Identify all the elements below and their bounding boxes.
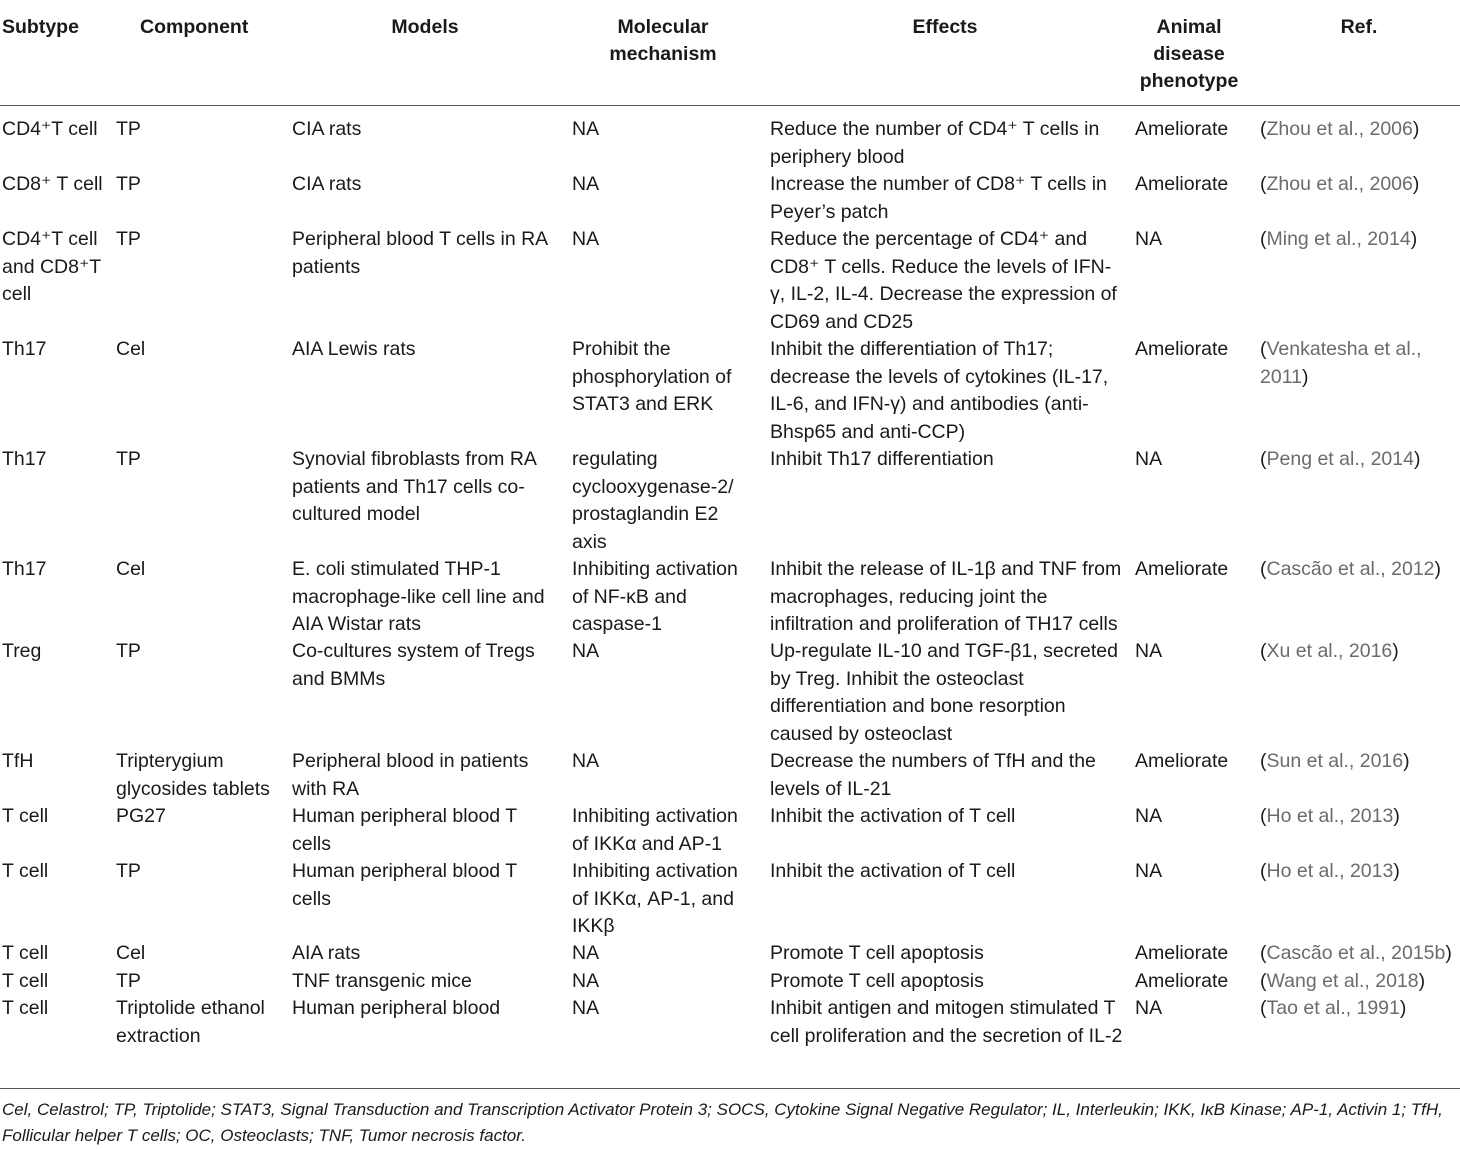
cell-ref: (Cascão et al., 2012) [1260, 558, 1442, 580]
cell-phenotype: Ameliorate [1135, 173, 1229, 195]
cell-mechanism: NA [572, 750, 600, 772]
cell-ref: (Tao et al., 1991) [1260, 997, 1407, 1019]
header-phenotype-line2: disease [1153, 43, 1225, 65]
header-phenotype-line1: Animal [1156, 16, 1222, 38]
cell-models: Human peripheral blood [292, 997, 501, 1019]
cell-mechanism: Inhibiting activation of IKKα, AP-1, and IKKβ [572, 860, 738, 937]
cell-phenotype: Ameliorate [1135, 558, 1229, 580]
cell-models: Co-cultures system of Tregs and BMMs [292, 640, 535, 690]
cell-phenotype: Ameliorate [1135, 118, 1229, 140]
cell-phenotype: Ameliorate [1135, 750, 1229, 772]
cell-ref: (Ho et al., 2013) [1260, 805, 1400, 827]
header-mechanism [573, 14, 753, 68]
cell-ref: (Xu et al., 2016) [1260, 640, 1399, 662]
cell-phenotype: Ameliorate [1135, 338, 1229, 360]
cell-models: Peripheral blood in patients with RA [292, 750, 529, 800]
cell-subtype: CD4⁺T cell and CD8⁺T cell [2, 228, 101, 305]
cell-mechanism: Inhibiting activation of NF-κB and caspase-1 [572, 558, 738, 635]
cell-mechanism: NA [572, 997, 600, 1019]
reference-link[interactable]: Xu et al., 2016 [1266, 640, 1393, 662]
cell-models: Human peripheral blood T cells [292, 805, 517, 855]
cell-component: PG27 [116, 805, 166, 827]
cell-component: TP [116, 860, 141, 882]
reference-link[interactable]: Cascão et al., 2012 [1266, 558, 1435, 580]
reference-link[interactable]: Ho et al., 2013 [1266, 860, 1394, 882]
cell-models: Synovial fibroblasts from RA patients and Th17 cells co-cultured model [292, 448, 536, 525]
cell-ref: (Sun et al., 2016) [1260, 750, 1410, 772]
header-mechanism-line1: Molecular [617, 16, 709, 38]
cell-phenotype: NA [1135, 805, 1163, 827]
cell-component: Cel [116, 338, 146, 360]
cell-mechanism: NA [572, 942, 600, 964]
reference-link[interactable]: Tao et al., 1991 [1266, 997, 1400, 1019]
cell-component: TP [116, 640, 141, 662]
header-models: Models [391, 16, 459, 38]
cell-phenotype: NA [1135, 860, 1163, 882]
cell-component: TP [116, 118, 141, 140]
cell-subtype: T cell [2, 970, 49, 992]
cell-subtype: Th17 [2, 338, 47, 360]
cell-models: TNF transgenic mice [292, 970, 472, 992]
cell-effects: Decrease the numbers of TfH and the levels of IL-21 [770, 750, 1096, 800]
reference-link[interactable]: Cascão et al., 2015b [1266, 942, 1446, 964]
header-mechanism-line2: mechanism [609, 43, 717, 65]
cell-effects: Increase the number of CD8⁺ T cells in Peyer’s patch [770, 173, 1107, 223]
cell-phenotype: Ameliorate [1135, 970, 1229, 992]
cell-subtype: T cell [2, 805, 49, 827]
cell-ref: (Cascão et al., 2015b) [1260, 942, 1452, 964]
cell-effects: Inhibit Th17 differentiation [770, 448, 994, 470]
cell-subtype: Th17 [2, 558, 47, 580]
cell-subtype: Treg [2, 640, 42, 662]
reference-link[interactable]: Sun et al., 2016 [1266, 750, 1404, 772]
cell-subtype: Th17 [2, 448, 47, 470]
cell-models: CIA rats [292, 173, 362, 195]
cell-ref: (Ho et al., 2013) [1260, 860, 1400, 882]
reference-link[interactable]: Zhou et al., 2006 [1266, 118, 1413, 140]
cell-models: CIA rats [292, 118, 362, 140]
cell-effects: Reduce the percentage of CD4⁺ and CD8⁺ T cells. Reduce the levels of IFN-γ, IL-2, IL-4. Decrease the expression of CD69 and CD25 [770, 228, 1117, 333]
table-header [0, 0, 1460, 106]
cell-component: TP [116, 173, 141, 195]
cell-models: Peripheral blood T cells in RA patients [292, 228, 548, 278]
header-ref: Ref. [1340, 16, 1378, 38]
cell-phenotype: NA [1135, 640, 1163, 662]
cell-effects: Reduce the number of CD4⁺ T cells in periphery blood [770, 118, 1100, 168]
cell-phenotype: Ameliorate [1135, 942, 1229, 964]
cell-effects: Up-regulate IL-10 and TGF-β1, secreted by Treg. Inhibit the osteoclast differentiation and bone resorption caused by osteoclast [770, 640, 1118, 745]
cell-component: TP [116, 228, 141, 250]
table-footnote: Cel, Celastrol; TP, Triptolide; STAT3, Signal Transduction and Transcription Activator Protein 3; SOCS, Cytokine Signal Negative Regulator; IL, Interleukin; IKK, IκB Kinase; AP-1, Activin 1; TfH, Follicular helper T cells; OC, Osteoclasts; TNF, Tumor necrosis factor. [2, 1100, 1443, 1145]
cell-effects: Inhibit the differentiation of Th17; decrease the levels of cytokines (IL-17, IL-6, and IFN-γ) and antibodies (anti-Bhsp65 and anti-CCP) [770, 338, 1109, 443]
reference-link[interactable]: Ho et al., 2013 [1266, 805, 1394, 827]
cell-models: E. coli stimulated THP-1 macrophage-like cell line and AIA Wistar rats [292, 558, 545, 635]
cell-phenotype: NA [1135, 997, 1163, 1019]
cell-mechanism: NA [572, 118, 600, 140]
cell-phenotype: NA [1135, 228, 1163, 250]
cell-subtype: CD8⁺ T cell [2, 173, 103, 195]
cell-mechanism: Prohibit the phosphorylation of STAT3 and ERK [572, 338, 732, 415]
cell-phenotype: NA [1135, 448, 1163, 470]
cell-ref: (Zhou et al., 2006) [1260, 118, 1420, 140]
cell-models: AIA rats [292, 942, 361, 964]
cell-effects: Inhibit antigen and mitogen stimulated T cell proliferation and the secretion of IL-2 [770, 997, 1123, 1047]
table-footnote-area [0, 1088, 1460, 1145]
cell-component: TP [116, 448, 141, 470]
cell-ref: (Venkatesha et al., 2011) [1260, 338, 1422, 388]
cell-subtype: T cell [2, 860, 49, 882]
reference-link[interactable]: Wang et al., 2018 [1266, 970, 1419, 992]
cell-subtype: T cell [2, 942, 49, 964]
cell-effects: Inhibit the activation of T cell [770, 860, 1016, 882]
header-phenotype [1130, 14, 1248, 95]
header-subtype: Subtype [2, 16, 79, 38]
cell-mechanism: regulating cyclooxygenase-2/ prostaglandin E2 axis [572, 448, 734, 553]
cell-ref: (Ming et al., 2014) [1260, 228, 1418, 250]
cell-mechanism: NA [572, 970, 600, 992]
cell-mechanism: Inhibiting activation of IKKα and AP-1 [572, 805, 738, 855]
reference-link[interactable]: Peng et al., 2014 [1266, 448, 1414, 470]
cell-component: Cel [116, 942, 146, 964]
cell-models: AIA Lewis rats [292, 338, 416, 360]
cell-ref: (Zhou et al., 2006) [1260, 173, 1420, 195]
cell-mechanism: NA [572, 640, 600, 662]
cell-models: Human peripheral blood T cells [292, 860, 517, 910]
cell-component: Triptolide ethanol extraction [116, 997, 265, 1047]
cell-effects: Inhibit the release of IL-1β and TNF from macrophages, reducing joint the infiltration and proliferation of TH17 cells [770, 558, 1122, 635]
header-phenotype-line3: phenotype [1139, 70, 1239, 92]
reference-link[interactable]: Zhou et al., 2006 [1266, 173, 1413, 195]
cell-subtype: CD4⁺T cell [2, 118, 98, 140]
cell-component: Tripterygium glycosides tablets [116, 750, 270, 800]
cell-effects: Promote T cell apoptosis [770, 970, 984, 992]
header-effects: Effects [912, 16, 978, 38]
cell-ref: (Wang et al., 2018) [1260, 970, 1426, 992]
cell-component: Cel [116, 558, 146, 580]
cell-subtype: TfH [2, 750, 34, 772]
header-component: Component [140, 16, 249, 38]
cell-mechanism: NA [572, 228, 600, 250]
cell-mechanism: NA [572, 173, 600, 195]
cell-ref: (Peng et al., 2014) [1260, 448, 1421, 470]
cell-effects: Inhibit the activation of T cell [770, 805, 1016, 827]
cell-subtype: T cell [2, 997, 49, 1019]
reference-link[interactable]: Ming et al., 2014 [1266, 228, 1411, 250]
cell-effects: Promote T cell apoptosis [770, 942, 984, 964]
cell-component: TP [116, 970, 141, 992]
reference-link[interactable]: Venkatesha et al., 2011 [1260, 338, 1422, 388]
